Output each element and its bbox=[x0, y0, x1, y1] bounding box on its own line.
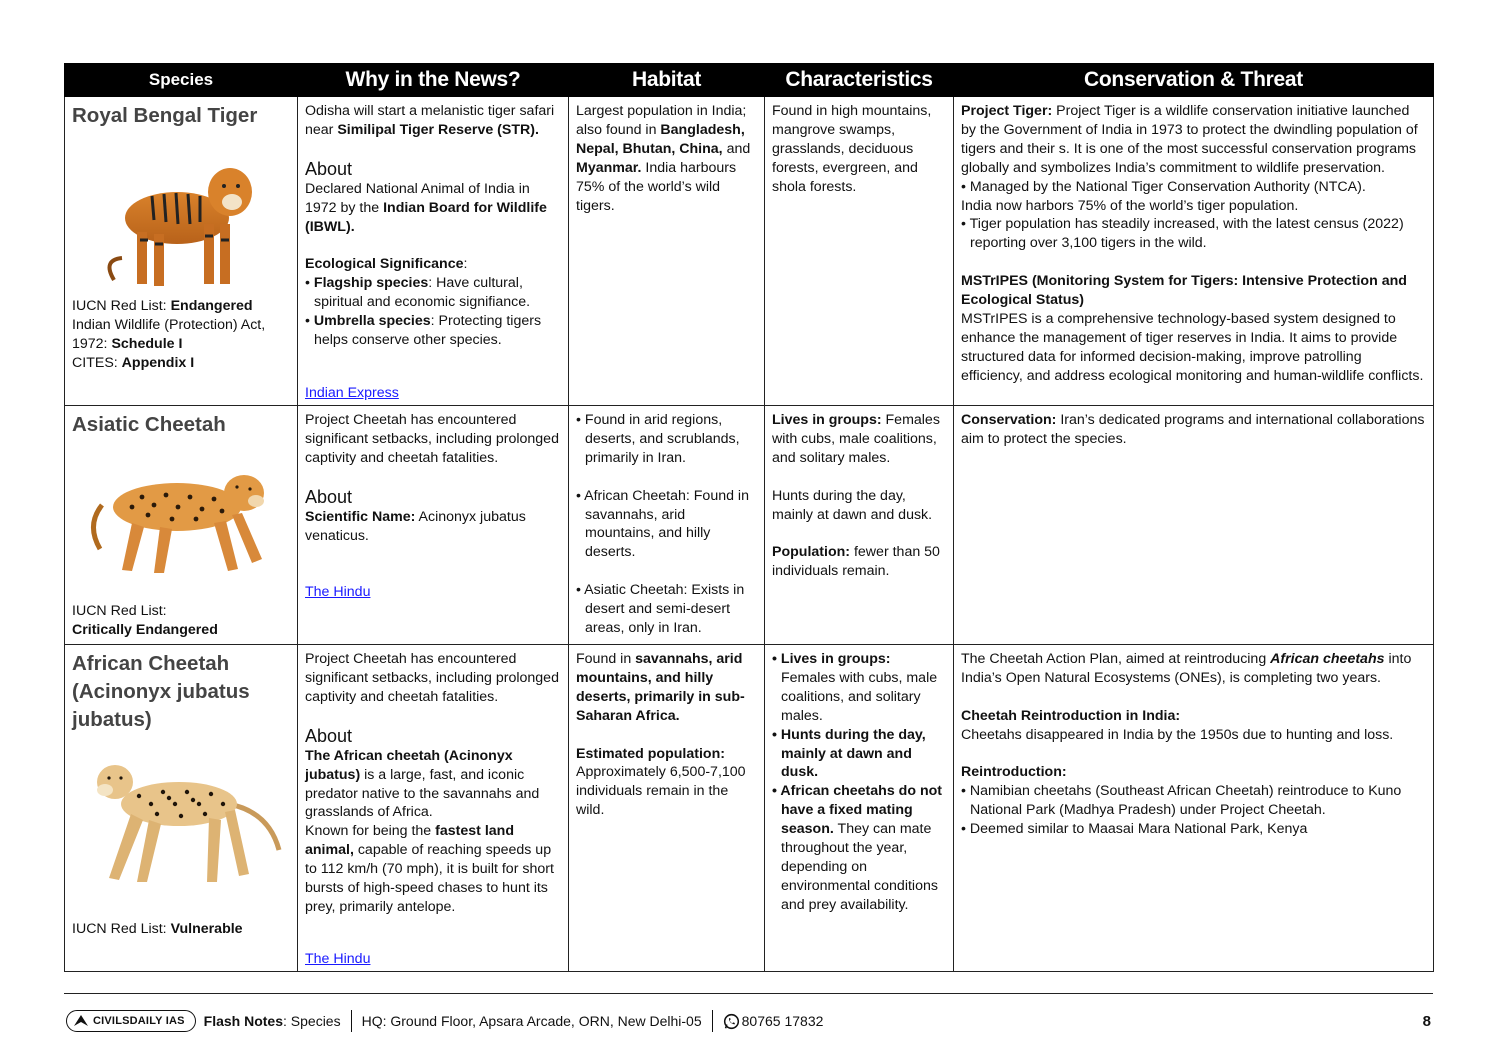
list-item: • Found in arid regions, deserts, and scrublands, primarily in Iran. bbox=[576, 411, 758, 468]
species-name: Royal Bengal Tiger bbox=[72, 104, 258, 127]
header-row bbox=[65, 64, 1434, 97]
status-value: Appendix I bbox=[121, 355, 195, 372]
phone-contact bbox=[723, 1013, 824, 1030]
logo-text: CIVILSDAILY IAS bbox=[93, 1015, 185, 1027]
status-value: Endangered bbox=[170, 298, 253, 315]
habitat-cell bbox=[569, 97, 765, 406]
status-value: Schedule I bbox=[111, 336, 183, 353]
conservation-text: India now harbors 75% of the world’s tiger population. bbox=[961, 197, 1299, 214]
reintro-title: Reintroduction: bbox=[961, 764, 1067, 781]
african-cheetah-image bbox=[79, 742, 284, 892]
header-conservation: Conservation & Threat bbox=[954, 64, 1434, 97]
population-value: Approximately 6,500-7,100 individuals remain in the wild. bbox=[576, 764, 746, 819]
news-text: Project Cheetah has encountered significant setbacks, including prolonged captivity and cheetah fatalities. bbox=[305, 651, 559, 705]
news-cell bbox=[298, 406, 569, 645]
char-text: Females with cubs, male coalitions, and solitary males. bbox=[772, 412, 940, 466]
reintro-title: Cheetah Reintroduction in India: bbox=[961, 707, 1181, 724]
habitat-text: and bbox=[722, 140, 751, 157]
news-cell: Odisha will start a melanistic tiger safari near Similipal Tiger Reserve (STR). About Declared National Animal of India in 1972 by the Indian Board for Wildlife (IBWL). Ecological Significance: • Flagship species: Have cultural, spiritual and economic signifiance. • Umbrella species: Protecting tigers helps conserve other species. Indian Express bbox=[298, 97, 569, 406]
divider bbox=[712, 1010, 713, 1032]
conservation-cell: Project Tiger: Project Tiger is a wildlife conservation initiative launched by the Government of India in 1973 to protect the dwindling population of tigers and their s. It is one of the most successful conservation programs globally and symbolizes India’s commitment to wildlife preservation. • Managed by the National Tiger Conservation Authority (NTCA). India now harbors 75% of the world’s tiger population. • Tiger population has steadily increased, with the latest census (2022) reporting over 3,100 tigers in the wild. MSTrIPES (Monitoring System for Tigers: Intensive Protection and Ecological Status) MSTrIPES is a comprehensive technology-based system designed to enhance the management of tiger reserves in India. It aims to provide structured data for informed decision-making, improve patrolling efficiency, and address ecological monitoring and human-wildlife conflicts. bbox=[954, 97, 1434, 406]
about-text: is a large, fast, and iconic predator native to the savannahs and grasslands of Africa. bbox=[305, 766, 540, 821]
about-heading: About bbox=[305, 486, 353, 507]
conservation-status bbox=[72, 602, 293, 640]
header-species: Species bbox=[65, 64, 298, 97]
char-text: Hunts during the day, mainly at dawn and dusk. bbox=[772, 487, 933, 523]
source-link[interactable]: The Hindu bbox=[305, 951, 371, 968]
table-row bbox=[65, 406, 1434, 645]
news-text: Odisha will start a melanistic tiger safari near bbox=[305, 103, 555, 138]
logo-icon bbox=[73, 1014, 89, 1028]
species-cell bbox=[65, 97, 298, 406]
status-value: Vulnerable bbox=[170, 921, 243, 938]
mstripes-text: MSTrIPES is a comprehensive technology-based system designed to enhance the management of tiger reserves in India. It aims to provide structured data for informed decision-making, improve patrolling efficiency, and address ecological monitoring and human-wildlife conflicts. bbox=[961, 310, 1424, 384]
footer-divider bbox=[64, 993, 1433, 994]
eco-heading: Ecological Significance bbox=[305, 256, 464, 273]
news-highlight: Similipal Tiger Reserve (STR). bbox=[337, 121, 539, 138]
species-cell bbox=[65, 406, 298, 645]
hq-address: HQ: Ground Floor, Apsara Arcade, ORN, New Delhi-05 bbox=[361, 1013, 702, 1029]
phone-number: 80765 17832 bbox=[741, 1013, 824, 1029]
conservation-text: The Cheetah Action Plan, aimed at reintroducing bbox=[961, 651, 1271, 667]
characteristics-cell bbox=[765, 645, 954, 972]
list-item: • African Cheetah: Found in savannahs, arid mountains, and hilly deserts. bbox=[576, 487, 758, 563]
about-text: capable of reaching speeds up to 112 km/h (70 mph), it is built for short bursts of high-speed chases to hunt its prey, primarily antelope. bbox=[305, 842, 554, 915]
population-label: Population: bbox=[772, 544, 851, 561]
sci-name-value: Acinonyx jubatus venaticus. bbox=[305, 508, 526, 544]
habitat-highlight: Myanmar. bbox=[576, 159, 642, 176]
habitat-highlight: Bangladesh, Nepal, Bhutan, China, bbox=[576, 121, 745, 157]
status-label: IUCN Red List: bbox=[72, 298, 171, 315]
habitat-highlight: savannahs, arid mountains, and hilly deserts, primarily in sub-Saharan Africa. bbox=[576, 651, 745, 724]
header-habitat: Habitat bbox=[569, 64, 765, 97]
characteristics-text: Found in high mountains, mangrove swamps, grasslands, deciduous forests, evergreen, and shola forests. bbox=[772, 103, 932, 195]
about-heading: About bbox=[305, 158, 353, 179]
sci-name-label: Scientific Name: bbox=[305, 508, 416, 525]
list-item: • Deemed similar to Maasai Mara National Park, Kenya bbox=[961, 820, 1427, 839]
list-item: • Tiger population has steadily increased, with the latest census (2022) reporting over 3,100 tigers in the wild. bbox=[961, 215, 1427, 253]
list-item: Managed by the National Tiger Conservation Authority (NTCA). bbox=[969, 178, 1366, 195]
conservation-cell bbox=[954, 645, 1434, 972]
conservation-text: Iran’s dedicated programs and international collaborations aim to protect the species. bbox=[961, 412, 1425, 447]
species-name: African Cheetah (Acinonyx jubatus jubatus) bbox=[72, 652, 250, 731]
conservation-status bbox=[72, 297, 293, 401]
conservation-text: Project Tiger is a wildlife conservation initiative launched by the Government of India in 1973 to protect the dwindling population of tigers and their s. It is one of the most successful conservation programs globally and symbolizes India’s commitment to wildlife preservation. bbox=[961, 103, 1418, 176]
divider bbox=[351, 1010, 352, 1032]
list-item: • Lives in groups: Females with cubs, male coalitions, and solitary males. bbox=[772, 650, 947, 726]
conservation-cell bbox=[954, 406, 1434, 645]
status-value: Critically Endangered bbox=[72, 622, 218, 639]
about-highlight: fastest land animal, bbox=[305, 823, 514, 859]
list-item: • African cheetahs do not have a fixed mating season. They can mate throughout the year, depending on environmental conditions and prey availability. bbox=[772, 782, 947, 914]
reintro-text: Cheetahs disappeared in India by the 1950s due to hunting and loss. bbox=[961, 726, 1394, 743]
mstripes-title: MSTrIPES (Monitoring System for Tigers: Intensive Protection and Ecological Status) bbox=[961, 273, 1407, 309]
header-why-in-news: Why in the News? bbox=[298, 64, 569, 97]
conservation-status bbox=[72, 920, 293, 939]
list-item: • Namibian cheetahs (Southeast African Cheetah) reintroduce to Kuno National Park (Madhya Pradesh) under Project Cheetah. bbox=[961, 782, 1427, 820]
species-table bbox=[64, 63, 1434, 972]
habitat-text: India harbours 75% of the world’s wild tigers. bbox=[576, 159, 737, 214]
page-number: 8 bbox=[1422, 1012, 1431, 1030]
header-characteristics: Characteristics bbox=[765, 64, 954, 97]
list-item: • Umbrella species: Protecting tigers helps conserve other species. bbox=[305, 312, 562, 350]
habitat-cell bbox=[569, 406, 765, 645]
tiger-image bbox=[92, 140, 272, 300]
page-footer bbox=[66, 1009, 1433, 1033]
conservation-highlight: African cheetahs bbox=[1270, 651, 1385, 667]
conservation-title: Project Tiger: bbox=[961, 103, 1053, 119]
about-highlight: The African cheetah (Acinonyx jubatus) bbox=[305, 747, 513, 783]
status-label: IUCN Red List: bbox=[72, 921, 171, 938]
about-heading: About bbox=[305, 725, 353, 746]
status-label: IUCN Red List: bbox=[72, 603, 167, 620]
habitat-text: Largest population in India; also found in bbox=[576, 103, 747, 138]
species-cell bbox=[65, 645, 298, 972]
news-text: Project Cheetah has encountered significant setbacks, including prolonged captivity and cheetah fatalities. bbox=[305, 412, 559, 466]
table-row bbox=[65, 645, 1434, 972]
status-label: CITES: bbox=[72, 355, 122, 372]
char-label: Lives in groups: bbox=[772, 412, 882, 428]
list-item: • Hunts during the day, mainly at dawn and dusk. bbox=[772, 726, 947, 783]
conservation-text: into India’s Open Natural Ecosystems (ONEs), is completing two years. bbox=[961, 651, 1412, 686]
status-label: Indian Wildlife (Protection) Act, 1972: bbox=[72, 317, 266, 353]
list-item: • Asiatic Cheetah: Exists in desert and semi-desert areas, only in Iran. bbox=[576, 581, 758, 638]
table-row bbox=[65, 97, 1434, 406]
characteristics-cell bbox=[765, 406, 954, 645]
conservation-title: Conservation: bbox=[961, 412, 1057, 428]
population-label: Estimated population: bbox=[576, 745, 725, 762]
flash-notes: Flash Notes: Species bbox=[203, 1013, 341, 1029]
whatsapp-icon bbox=[723, 1013, 740, 1030]
source-link[interactable]: The Hindu bbox=[305, 584, 371, 601]
about-text: Declared National Animal of India in 1972 by the bbox=[305, 180, 530, 216]
characteristics-cell bbox=[765, 97, 954, 406]
habitat-text: Found in bbox=[576, 651, 636, 667]
habitat-cell bbox=[569, 645, 765, 972]
news-cell bbox=[298, 645, 569, 972]
about-highlight: Indian Board for Wildlife (IBWL). bbox=[305, 199, 547, 235]
list-item: • Flagship species: Have cultural, spiritual and economic signifiance. bbox=[305, 274, 562, 312]
population-value: fewer than 50 individuals remain. bbox=[772, 544, 940, 580]
brand-logo bbox=[66, 1010, 196, 1032]
cheetah-image bbox=[82, 445, 282, 585]
species-name: Asiatic Cheetah bbox=[72, 413, 226, 436]
about-text: Known for being the bbox=[305, 823, 436, 840]
source-link[interactable]: Indian Express bbox=[305, 385, 399, 402]
